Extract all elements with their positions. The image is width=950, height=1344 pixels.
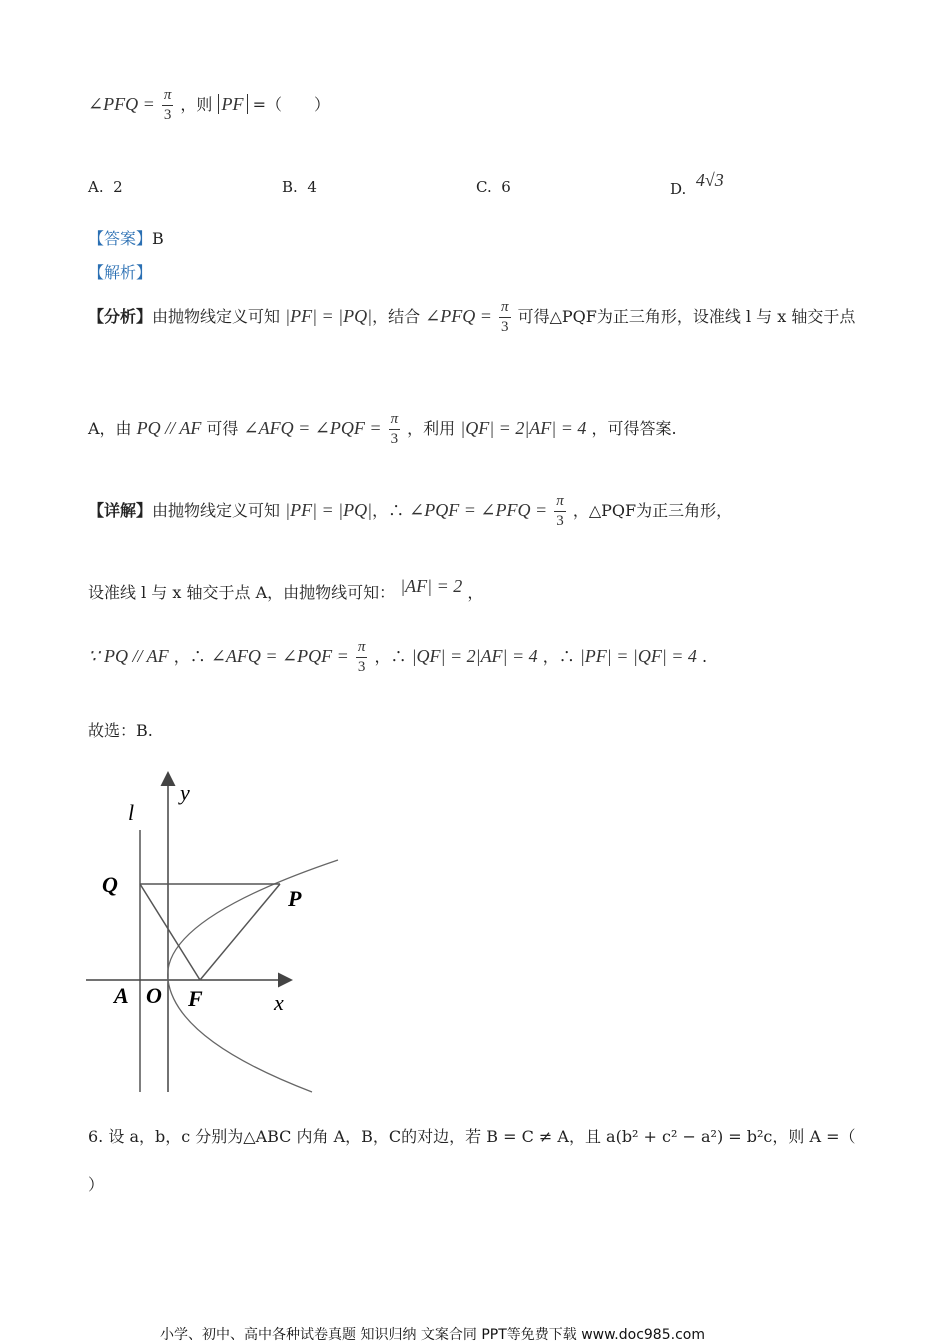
analysis-line-1: 【分析】由抛物线定义可知 |PF| = |PQ|，结合 ∠PFQ = $\frac{\pi}{3}$ 可得△PQF为正三角形，设准线 l 与 x 轴交于点 xyxy=(88,299,856,335)
conclusion: 故选：B. xyxy=(88,721,153,740)
option-c: C. 6 xyxy=(476,178,511,196)
page-footer: 小学、初中、高中各种试卷真题 知识归纳 文案合同 PPT等免费下载 www.doc985.com xyxy=(160,1327,705,1343)
parabola-curve xyxy=(168,860,338,1092)
parabola-figure xyxy=(80,760,350,1100)
answer-line xyxy=(88,226,164,249)
option-d: D. 4√3 xyxy=(670,170,724,198)
question-6-line-2: ） xyxy=(88,1175,105,1194)
analysis-line-2: A，由 PQ // AF 可得 ∠AFQ = ∠PQF = $\frac{\pi}{3}$ ，利用 |QF| = 2|AF| = 4 ，可得答案. xyxy=(88,411,677,447)
fraction-pi-3: $\frac{\pi}{3}$ xyxy=(163,87,172,123)
label-f: F xyxy=(188,986,203,1011)
analysis-tag: 【解析】 xyxy=(88,263,153,282)
detail-line-1: 【详解】由抛物线定义可知 |PF| = |PQ|，∴ ∠PQF = ∠PFQ = $\frac{\pi}{3}$ ，△PQF为正三角形， xyxy=(88,493,733,529)
question-6-line-1: 6. 设 a，b，c 分别为△ABC 内角 A，B，C的对边，若 B = C ≠ A，且 a(b² + c² − a²) = b²c，则 A =（ xyxy=(88,1127,856,1146)
then-text: ，则 xyxy=(180,95,213,114)
label-q: Q xyxy=(102,872,118,897)
option-a: A. 2 xyxy=(88,178,123,196)
label-a: A xyxy=(114,983,129,1008)
segment-pf xyxy=(200,884,280,980)
detail-line-2: 设准线 l 与 x 轴交于点 A，由抛物线可知： |AF| = 2 ， xyxy=(88,576,484,602)
abs-pf: PF xyxy=(218,94,248,114)
answer-value: B xyxy=(152,229,164,248)
label-p: P xyxy=(288,886,302,911)
blank-paren: =（ ） xyxy=(252,95,331,114)
detail-line-3: ∵ PQ // AF ，∴ ∠AFQ = ∠PQF = $\frac{\pi}{3}$ ，∴ |QF| = 2|AF| = 4 ，∴ |PF| = |QF| = 4 . xyxy=(88,639,708,675)
label-l: l xyxy=(128,800,135,825)
label-x: x xyxy=(274,990,284,1015)
option-b: B. 4 xyxy=(282,178,317,196)
answer-tag: 【答案】 xyxy=(88,229,153,248)
question-stem-tail xyxy=(88,88,330,123)
label-o: O xyxy=(146,983,162,1008)
label-y: y xyxy=(180,780,190,805)
angle-pfq: ∠PFQ = xyxy=(88,94,155,114)
